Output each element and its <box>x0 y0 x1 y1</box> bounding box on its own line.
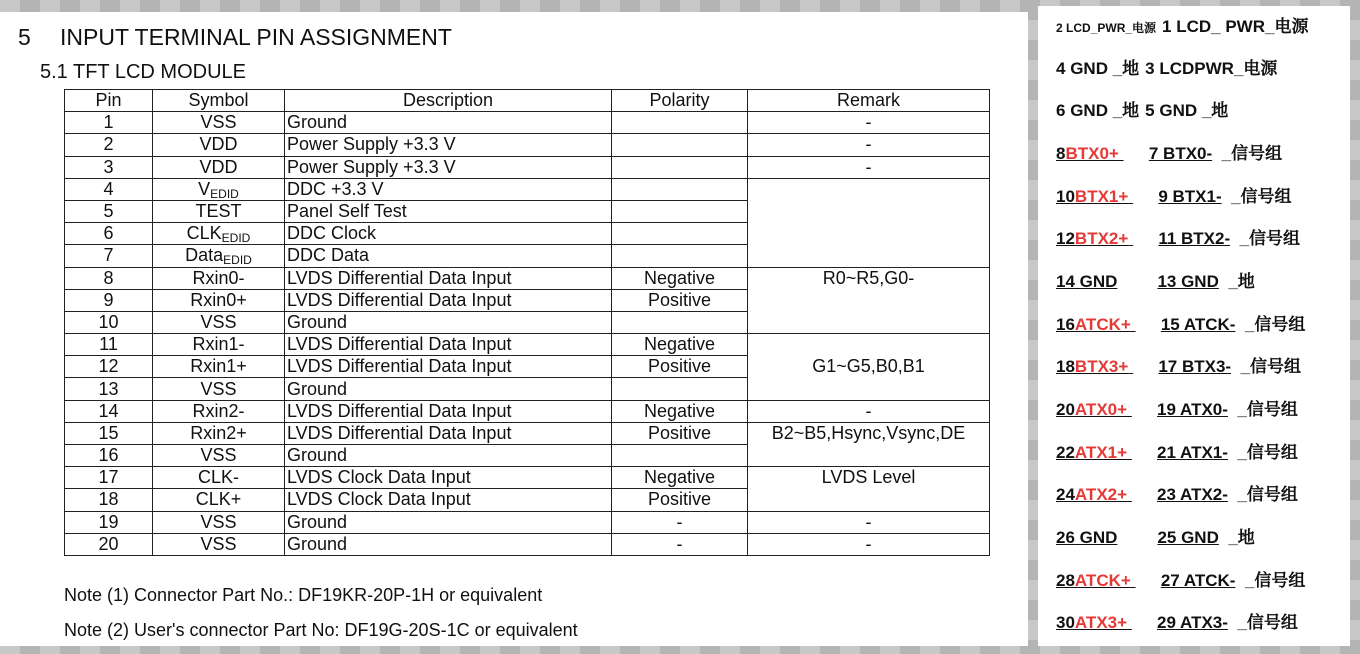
symbol-cell <box>153 289 285 311</box>
polarity-cell <box>612 134 748 156</box>
pin-gap <box>1131 570 1161 592</box>
pin-spacer <box>1222 187 1231 206</box>
remark-cell: - <box>748 156 990 178</box>
pin-group-label: _信号组 <box>1231 187 1292 206</box>
symbol-text: CLK <box>186 223 222 244</box>
pin-spacer <box>1235 315 1244 334</box>
pin-number: 28 <box>1056 571 1075 590</box>
pin-map-line <box>1056 228 1300 250</box>
pin-pair-left <box>1056 100 1139 122</box>
pin-cell: 18 <box>65 489 153 511</box>
pin-spacer <box>1219 272 1228 291</box>
remark-cell: G1~G5,B0,B1 <box>748 334 990 401</box>
pin-cell: 12 <box>65 356 153 378</box>
symbol-text: VSS <box>200 311 237 332</box>
pin-pair-right: 1 LCD_ PWR_电源 <box>1162 17 1309 36</box>
polarity-cell: Negative <box>612 467 748 489</box>
pin-pair-left <box>1056 17 1156 39</box>
pin-pair-left <box>1056 612 1127 634</box>
pin-pair-right: 13 GND <box>1157 272 1219 291</box>
symbol-cell <box>153 267 285 289</box>
pin-pair-left <box>1056 484 1127 506</box>
pin-cell: 1 <box>65 112 153 134</box>
table-row <box>65 533 990 555</box>
pin-signal-name: GND <box>1079 272 1118 291</box>
pin-cell: 3 <box>65 156 153 178</box>
pin-group-label: _信号组 <box>1237 485 1298 504</box>
polarity-cell: - <box>612 533 748 555</box>
description-cell: LVDS Differential Data Input <box>285 422 612 444</box>
symbol-cell <box>153 489 285 511</box>
symbol-cell <box>153 467 285 489</box>
pin-pair-left <box>1056 356 1128 378</box>
description-cell: Panel Self Test <box>285 200 612 222</box>
pin-map-line <box>1056 570 1305 592</box>
polarity-cell: - <box>612 511 748 533</box>
description-cell: Ground <box>285 533 612 555</box>
symbol-cell <box>153 511 285 533</box>
table-row <box>65 267 990 289</box>
symbol-subscript: EDID <box>223 253 252 267</box>
pin-pair-right: 25 GND <box>1157 528 1219 547</box>
remark-cell: B2~B5,Hsync,Vsync,DE <box>748 422 990 466</box>
datasheet-page <box>0 12 1028 646</box>
pin-pair-right: 27 ATCK- <box>1160 571 1236 590</box>
table-row <box>65 422 990 444</box>
pin-pair-right: 21 ATX1- <box>1157 443 1228 462</box>
symbol-cell <box>153 422 285 444</box>
remark-cell: - <box>748 400 990 422</box>
polarity-cell <box>612 200 748 222</box>
symbol-text: VSS <box>200 445 237 466</box>
symbol-cell <box>153 334 285 356</box>
pin-signal-name: BTX0+ <box>1065 144 1119 163</box>
pin-number: 10 <box>1056 187 1075 206</box>
pin-pair-right: 11 BTX2- <box>1158 229 1231 248</box>
pin-signal-name: ATCK+ <box>1074 571 1131 590</box>
symbol-text: Data <box>185 245 224 266</box>
pin-spacer <box>1219 528 1228 547</box>
symbol-text: VSS <box>200 112 237 133</box>
pin-signal-name: GND <box>1079 528 1118 547</box>
pin-pair-right: 3 LCDPWR_电源 <box>1145 59 1278 78</box>
table-row <box>65 178 990 200</box>
pin-signal-name: GND _地 <box>1070 101 1140 120</box>
connector-note-2: Note (2) User's connector Part No: DF19G-20S-1C or equivalent <box>64 620 578 640</box>
pin-map-line <box>1056 442 1298 464</box>
table-row <box>65 400 990 422</box>
pin-cell: 6 <box>65 223 153 245</box>
polarity-cell <box>612 112 748 134</box>
symbol-text: VDD <box>199 156 238 177</box>
pin-map-line <box>1056 271 1255 293</box>
pin-map-line <box>1056 186 1292 208</box>
pin-pair-right: 15 ATCK- <box>1160 315 1236 334</box>
pin-spacer <box>1228 443 1237 462</box>
pin-pair-left <box>1056 58 1139 80</box>
pin-pair-right: 5 GND _地 <box>1145 101 1229 120</box>
pin-group-label: _地 <box>1228 272 1255 291</box>
pin-cell: 15 <box>65 422 153 444</box>
polarity-cell <box>612 445 748 467</box>
symbol-text: VSS <box>200 533 237 554</box>
symbol-cell <box>153 223 285 245</box>
pin-pair-right: 29 ATX3- <box>1157 613 1228 632</box>
pin-cell: 20 <box>65 533 153 555</box>
description-cell: Ground <box>285 112 612 134</box>
pin-number: 6 <box>1056 101 1066 120</box>
pin-signal-name: BTX2+ <box>1074 229 1129 248</box>
pin-pair-left <box>1056 570 1131 592</box>
pin-number: 24 <box>1056 485 1075 504</box>
pin-cell: 19 <box>65 511 153 533</box>
pin-map-line <box>1056 356 1301 378</box>
table-row <box>65 334 990 356</box>
symbol-cell <box>153 400 285 422</box>
symbol-cell <box>153 356 285 378</box>
pin-map-line <box>1056 527 1255 549</box>
symbol-cell <box>153 533 285 555</box>
polarity-cell <box>612 178 748 200</box>
section-heading <box>18 24 452 51</box>
polarity-cell: Positive <box>612 422 748 444</box>
pin-gap <box>1127 399 1157 421</box>
polarity-cell: Positive <box>612 489 748 511</box>
pin-cell: 14 <box>65 400 153 422</box>
pin-group-label: _信号组 <box>1237 400 1298 419</box>
description-cell: Ground <box>285 311 612 333</box>
header-remark: Remark <box>748 90 990 112</box>
description-cell: LVDS Differential Data Input <box>285 267 612 289</box>
pin-spacer <box>1235 571 1244 590</box>
pin-group-label: _信号组 <box>1244 315 1306 334</box>
pin-signal-name: ATCK+ <box>1074 315 1131 334</box>
pin-map-line <box>1056 484 1298 506</box>
symbol-text: Rxin1+ <box>190 356 247 377</box>
remark-cell: - <box>748 134 990 156</box>
pin-number: 18 <box>1056 357 1075 376</box>
description-cell: DDC Clock <box>285 223 612 245</box>
pin-signal-name: GND _地 <box>1070 59 1140 78</box>
pin-signal-name: LCD_PWR_电源 <box>1066 21 1157 35</box>
pin-pair-left <box>1056 228 1128 250</box>
header-symbol: Symbol <box>153 90 285 112</box>
symbol-text: Rxin2+ <box>190 422 247 443</box>
pin-pair-left <box>1056 314 1131 336</box>
pin-group-label: _地 <box>1228 528 1255 547</box>
description-cell: Ground <box>285 511 612 533</box>
table-row <box>65 156 990 178</box>
description-cell: Power Supply +3.3 V <box>285 156 612 178</box>
symbol-cell <box>153 200 285 222</box>
connector-note-1: Note (1) Connector Part No.: DF19KR-20P-1H or equivalent <box>64 585 543 605</box>
polarity-cell: Positive <box>612 356 748 378</box>
pin-cell: 16 <box>65 445 153 467</box>
symbol-cell <box>153 378 285 400</box>
pin-number: 8 <box>1056 144 1066 163</box>
pin-group-label: _信号组 <box>1237 443 1298 462</box>
pin-number: 12 <box>1056 229 1075 248</box>
pin-cell: 4 <box>65 178 153 200</box>
remark-cell: - <box>748 533 990 555</box>
symbol-text: VSS <box>200 511 237 532</box>
remark-cell <box>748 178 990 267</box>
pin-group-label: _信号组 <box>1237 613 1298 632</box>
pin-map-line <box>1056 58 1277 80</box>
description-cell: LVDS Differential Data Input <box>285 400 612 422</box>
symbol-text: TEST <box>195 201 242 222</box>
symbol-text: VSS <box>200 378 237 399</box>
pin-group-label: _信号组 <box>1221 144 1283 163</box>
description-cell: LVDS Clock Data Input <box>285 467 612 489</box>
polarity-cell <box>612 245 748 267</box>
pin-gap <box>1117 271 1157 293</box>
symbol-text: Rxin2- <box>192 400 245 421</box>
header-description: Description <box>285 90 612 112</box>
pin-signal-name: ATX2+ <box>1074 485 1128 504</box>
polarity-cell <box>612 223 748 245</box>
pin-map-line <box>1056 399 1298 421</box>
symbol-cell <box>153 112 285 134</box>
pin-map-panel <box>1038 6 1350 646</box>
remark-cell: R0~R5,G0- <box>748 267 990 334</box>
symbol-text: CLK+ <box>195 489 242 510</box>
description-cell: LVDS Differential Data Input <box>285 289 612 311</box>
symbol-cell <box>153 445 285 467</box>
pin-map-line <box>1056 314 1305 336</box>
pin-pair-left <box>1056 186 1128 208</box>
pin-spacer <box>1228 400 1237 419</box>
pin-gap <box>1127 612 1157 634</box>
polarity-cell: Negative <box>612 267 748 289</box>
symbol-subscript: EDID <box>210 186 239 201</box>
pin-group-label: _信号组 <box>1240 357 1301 376</box>
symbol-cell <box>153 245 285 267</box>
pin-signal-name: ATX1+ <box>1074 443 1128 462</box>
pin-spacer <box>1228 613 1237 632</box>
pin-pair-right: 23 ATX2- <box>1157 485 1228 504</box>
pin-gap <box>1128 228 1158 250</box>
pin-cell: 11 <box>65 334 153 356</box>
pin-number: 30 <box>1056 613 1075 632</box>
pin-pair-left <box>1056 271 1117 293</box>
pin-gap <box>1131 314 1161 336</box>
symbol-subscript: EDID <box>221 231 251 245</box>
pin-gap <box>1128 186 1158 208</box>
pin-spacer <box>1231 357 1240 376</box>
symbol-cell <box>153 156 285 178</box>
pin-pair-left <box>1056 399 1127 421</box>
pin-number: 22 <box>1056 443 1075 462</box>
pin-spacer <box>1230 229 1239 248</box>
pin-map-line <box>1056 16 1308 39</box>
pin-map-line <box>1056 143 1282 165</box>
pin-group-label: _信号组 <box>1239 229 1301 248</box>
subsection-heading: 5.1 TFT LCD MODULE <box>40 61 246 83</box>
remark-cell: LVDS Level <box>748 467 990 511</box>
pin-signal-name: ATX0+ <box>1074 400 1128 419</box>
symbol-cell <box>153 178 285 200</box>
pin-cell: 10 <box>65 311 153 333</box>
pin-map-line <box>1056 100 1228 122</box>
pin-spacer <box>1228 485 1237 504</box>
pin-gap <box>1119 143 1149 165</box>
symbol-text: Rxin0+ <box>190 289 247 310</box>
description-cell: DDC Data <box>285 245 612 267</box>
pin-cell: 17 <box>65 467 153 489</box>
description-cell: Ground <box>285 378 612 400</box>
header-pin: Pin <box>65 90 153 112</box>
pin-cell: 7 <box>65 245 153 267</box>
symbol-text: VDD <box>199 134 238 155</box>
pin-number: 26 <box>1056 528 1075 547</box>
description-cell: Power Supply +3.3 V <box>285 134 612 156</box>
description-cell: Ground <box>285 445 612 467</box>
symbol-text: V <box>198 178 211 199</box>
pin-cell: 8 <box>65 267 153 289</box>
pin-cell: 9 <box>65 289 153 311</box>
pin-gap <box>1128 356 1158 378</box>
header-polarity: Polarity <box>612 90 748 112</box>
description-cell: LVDS Clock Data Input <box>285 489 612 511</box>
symbol-text: Rxin1- <box>192 334 245 355</box>
pin-pair-right: 7 BTX0- <box>1148 144 1213 163</box>
pin-cell: 5 <box>65 200 153 222</box>
table-row <box>65 134 990 156</box>
pin-number: 4 <box>1056 59 1066 78</box>
pin-spacer <box>1212 144 1221 163</box>
pin-pair-left <box>1056 442 1127 464</box>
pin-gap <box>1127 484 1157 506</box>
symbol-cell <box>153 311 285 333</box>
pin-number: 2 <box>1056 21 1063 35</box>
symbol-text: Rxin0- <box>192 267 245 288</box>
pin-map-line <box>1056 612 1298 634</box>
pin-pair-right: 19 ATX0- <box>1157 400 1228 419</box>
remark-cell: - <box>748 511 990 533</box>
symbol-text: CLK- <box>197 467 239 488</box>
pin-table-body <box>65 112 990 556</box>
pin-group-label: _信号组 <box>1244 571 1306 590</box>
pin-pair-right: 17 BTX3- <box>1158 357 1232 376</box>
description-cell: DDC +3.3 V <box>285 178 612 200</box>
pin-signal-name: BTX3+ <box>1074 357 1129 376</box>
description-cell: LVDS Differential Data Input <box>285 334 612 356</box>
pin-cell: 13 <box>65 378 153 400</box>
table-row <box>65 112 990 134</box>
table-header-row <box>65 90 990 112</box>
section-number: 5 <box>18 24 31 50</box>
pin-number: 14 <box>1056 272 1075 291</box>
table-row <box>65 511 990 533</box>
pin-number: 16 <box>1056 315 1075 334</box>
remark-cell: - <box>748 112 990 134</box>
description-cell: LVDS Differential Data Input <box>285 356 612 378</box>
pin-pair-left <box>1056 143 1119 165</box>
pin-assignment-table <box>64 89 990 556</box>
polarity-cell: Negative <box>612 400 748 422</box>
polarity-cell <box>612 156 748 178</box>
polarity-cell <box>612 311 748 333</box>
polarity-cell <box>612 378 748 400</box>
pin-signal-name: BTX1+ <box>1074 187 1129 206</box>
symbol-cell <box>153 134 285 156</box>
polarity-cell: Positive <box>612 289 748 311</box>
pin-pair-right: 9 BTX1- <box>1158 187 1222 206</box>
polarity-cell: Negative <box>612 334 748 356</box>
pin-cell: 2 <box>65 134 153 156</box>
pin-signal-name: ATX3+ <box>1074 613 1128 632</box>
pin-number: 20 <box>1056 400 1075 419</box>
table-row <box>65 467 990 489</box>
pin-pair-left <box>1056 527 1117 549</box>
section-title: INPUT TERMINAL PIN ASSIGNMENT <box>60 24 452 50</box>
pin-gap <box>1117 527 1157 549</box>
pin-gap <box>1127 442 1157 464</box>
